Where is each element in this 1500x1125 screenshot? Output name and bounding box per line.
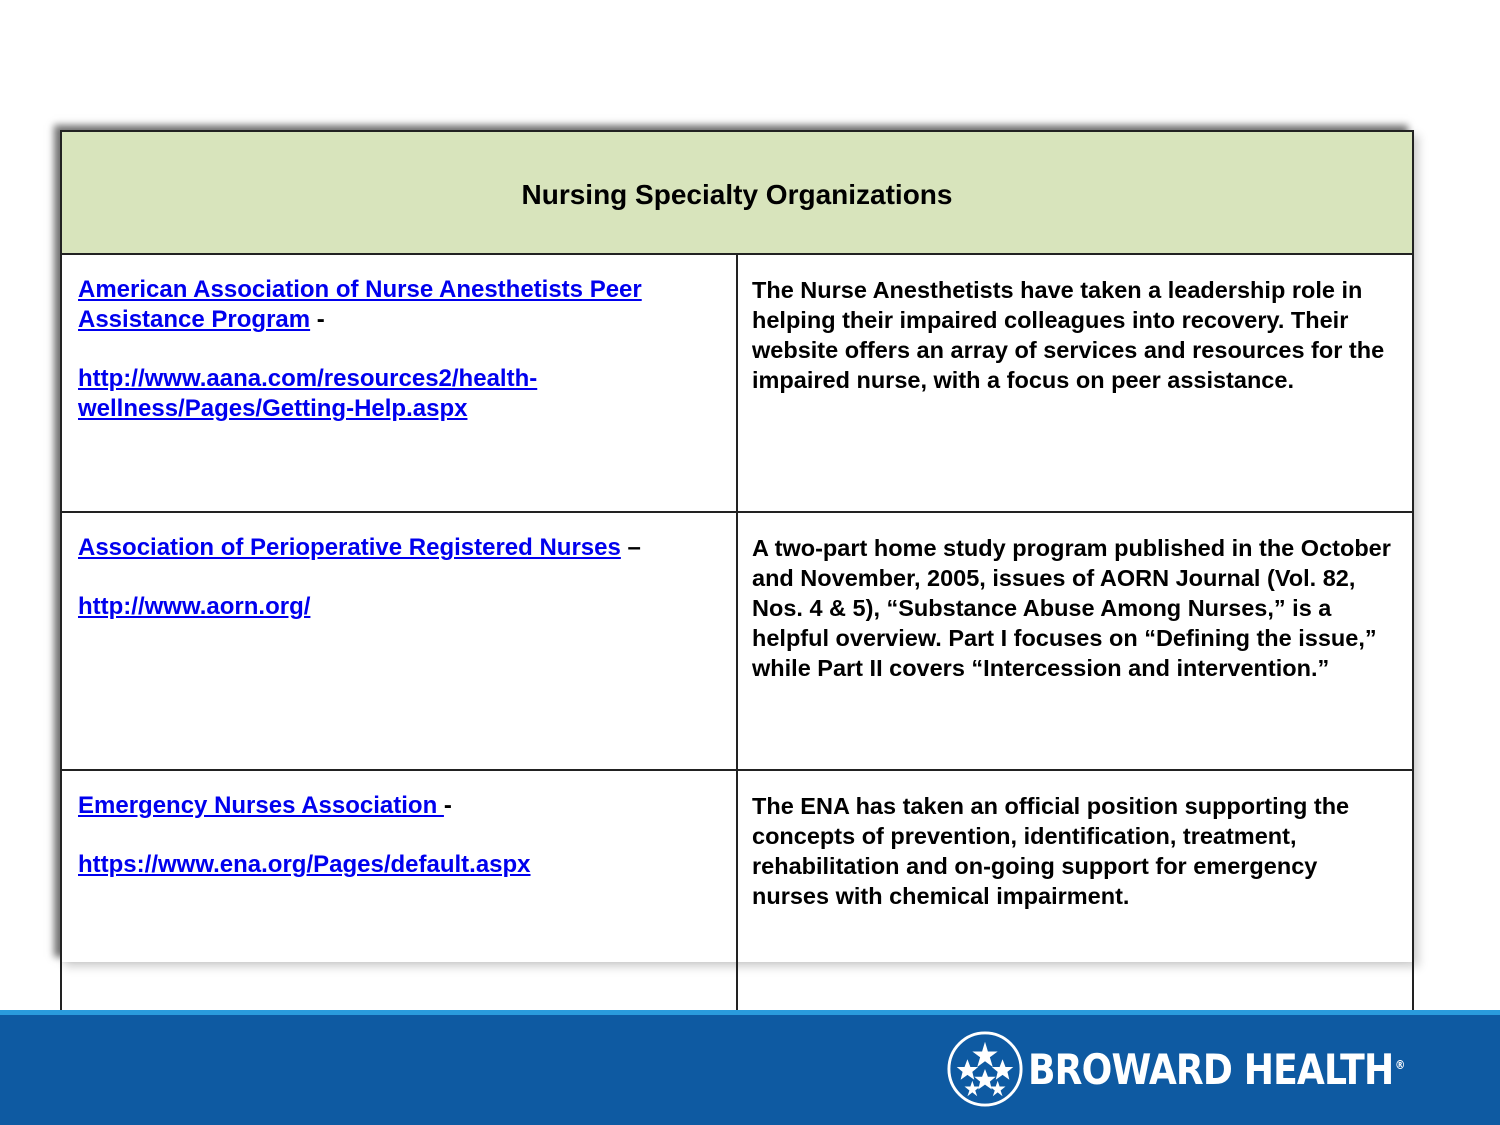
description-cell xyxy=(737,512,1413,770)
trademark-symbol: ® xyxy=(1395,1057,1405,1072)
organizations-table-container xyxy=(60,130,1414,962)
org-url-link[interactable]: http://www.aana.com/resources2/health-wellness/Pages/Getting-Help.aspx xyxy=(78,365,538,422)
separator: - xyxy=(443,792,452,819)
org-description: The Nurse Anesthetists have taken a leadership role in helping their impaired colleagues into recovery. Their website offers an array of services and resources for the impaired nurse, with a focus on peer assistance. xyxy=(752,277,1385,393)
org-description: A two-part home study program published in the October and November, 2005, issues of AORN Journal (Vol. 82, Nos. 4 & 5), “Substance Abuse Among Nurses,” is a helpful overview. Part I focuses on “Defining the issue,” while Part II covers “Intercession and intervention.” xyxy=(752,535,1391,681)
org-url-link[interactable]: https://www.ena.org/Pages/default.aspx xyxy=(78,851,531,878)
description-cell xyxy=(737,254,1413,512)
org-description: The ENA has taken an official position supporting the concepts of prevention, identification, treatment, rehabilitation and on-going support for emergency nurses with chemical impairment. xyxy=(752,793,1350,909)
footer-band xyxy=(0,1010,1500,1125)
table-row xyxy=(61,770,1413,1028)
org-cell xyxy=(61,512,737,770)
organizations-table xyxy=(60,130,1414,1029)
table-title: Nursing Specialty Organizations xyxy=(61,131,1413,254)
description-cell xyxy=(737,770,1413,1028)
star-cluster-icon xyxy=(946,1030,1024,1108)
table-row xyxy=(61,254,1413,512)
org-cell xyxy=(61,770,737,1028)
logo-text: BROWARD HEALTH xyxy=(1028,1044,1394,1094)
separator: – xyxy=(620,534,641,561)
org-name-link[interactable]: American Association of Nurse Anesthetists Peer Assistance Program xyxy=(78,276,642,333)
org-name-link[interactable]: Association of Perioperative Registered Nurses xyxy=(78,534,621,561)
table-row xyxy=(61,512,1413,770)
logo-wordmark xyxy=(1028,1045,1405,1094)
org-url-link[interactable]: http://www.aorn.org/ xyxy=(78,593,311,620)
broward-health-logo xyxy=(946,1029,1466,1109)
separator: - xyxy=(310,306,325,333)
table-header-row xyxy=(61,131,1413,254)
org-cell xyxy=(61,254,737,512)
org-name-link[interactable]: Emergency Nurses Association xyxy=(78,792,444,819)
